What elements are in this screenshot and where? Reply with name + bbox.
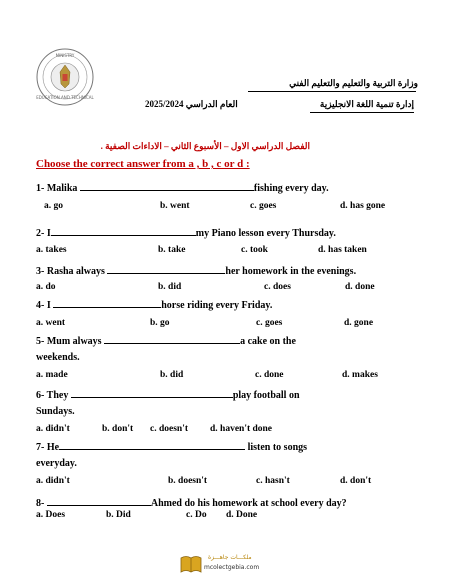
answer-blank-5[interactable] — [104, 334, 240, 344]
question-4: 4- I horse riding every Friday. — [36, 300, 273, 311]
q3-option-a[interactable]: a. do — [36, 282, 56, 292]
q1-option-a[interactable]: a. go — [44, 201, 63, 211]
q3-option-c[interactable]: c. does — [264, 282, 291, 292]
answer-blank-3[interactable] — [107, 264, 225, 274]
q5-option-c[interactable]: c. done — [255, 370, 284, 380]
q5-option-b[interactable]: b. did — [160, 370, 184, 380]
q6-option-b[interactable]: b. don't — [102, 424, 134, 434]
q7-option-b[interactable]: b. doesn't — [168, 476, 208, 486]
q8-option-a[interactable]: a. Does — [36, 510, 66, 520]
q1-option-c[interactable]: c. goes — [250, 201, 277, 211]
q2-option-b[interactable]: b. take — [158, 245, 186, 255]
q2-option-a[interactable]: a. takes — [36, 245, 67, 255]
question-1: 1- Malika fishing every day. — [36, 183, 329, 194]
answer-blank-2[interactable] — [51, 226, 196, 236]
q4-option-b[interactable]: b. go — [150, 318, 170, 328]
q6-option-a[interactable]: a. didn't — [36, 424, 70, 434]
question-7: 7- He listen to songs — [36, 442, 308, 453]
q4-option-c[interactable]: c. goes — [256, 318, 283, 328]
q2-option-c[interactable]: c. took — [241, 245, 268, 255]
ministry-logo — [36, 48, 94, 106]
book-icon — [180, 554, 202, 574]
q6-option-d[interactable]: d. haven't done — [210, 424, 273, 434]
q8-option-d[interactable]: d. Done — [226, 510, 258, 520]
q6-option-c[interactable]: c. doesn't — [150, 424, 188, 434]
q8-option-b[interactable]: b. Did — [106, 510, 131, 520]
ministry-underline — [248, 91, 416, 92]
q1-option-d[interactable]: d. has gone — [340, 201, 386, 211]
instruction: Choose the correct answer from a , b , c or d : — [36, 158, 250, 170]
q7-option-c[interactable]: c. hasn't — [256, 476, 290, 486]
q8-option-c[interactable]: c. Do — [186, 510, 207, 520]
department-title: إدارة تنمية اللغة الانجليزية — [319, 99, 414, 109]
q2-option-d[interactable]: d. has taken — [318, 245, 367, 255]
term-info: الفصل الدراسي الاول – الأسبوع الثاني – الاداءات الصفية . — [100, 141, 310, 151]
q1-option-b[interactable]: b. went — [160, 201, 190, 211]
answer-blank-4[interactable] — [53, 298, 161, 308]
footer-text-arabic: ملكـــات جاهـــزة — [208, 554, 252, 561]
q7-option-a[interactable]: a. didn't — [36, 476, 70, 486]
question-8: 8- Ahmed do his homework at school every day? — [36, 498, 347, 509]
q3-option-d[interactable]: d. done — [345, 282, 375, 292]
footer-logo — [180, 552, 266, 576]
question-5-continued: weekends. — [36, 352, 80, 363]
department-underline — [310, 112, 414, 113]
q3-option-b[interactable]: b. did — [158, 282, 182, 292]
answer-blank-8[interactable] — [47, 496, 151, 506]
answer-blank-7[interactable] — [59, 440, 245, 450]
svg-text:MINISTRY: MINISTRY — [55, 53, 75, 58]
q7-option-d[interactable]: d. don't — [340, 476, 372, 486]
question-5: 5- Mum always a cake on the — [36, 336, 296, 347]
answer-blank-6[interactable] — [71, 388, 233, 398]
svg-text:EDUCATION AND TECHNICAL: EDUCATION AND TECHNICAL — [36, 95, 94, 100]
q4-option-a[interactable]: a. went — [36, 318, 66, 328]
school-year: العام الدراسي 2025/2024 — [145, 99, 238, 109]
q5-option-d[interactable]: d. makes — [342, 370, 378, 380]
q4-option-d[interactable]: d. gone — [344, 318, 374, 328]
question-7-continued: everyday. — [36, 458, 77, 469]
question-6: 6- They play football on — [36, 390, 300, 401]
ministry-title: وزارة التربية والتعليم والتعليم الفني — [289, 78, 418, 88]
question-2: 2- I my Piano lesson every Thursday. — [36, 228, 336, 239]
footer-text-site: mcolectgebia.com — [204, 564, 260, 571]
question-6-continued: Sundays. — [36, 406, 75, 417]
question-3: 3- Rasha always her homework in the evenings. — [36, 266, 357, 277]
q5-option-a[interactable]: a. made — [36, 370, 68, 380]
answer-blank-1[interactable] — [80, 181, 254, 191]
